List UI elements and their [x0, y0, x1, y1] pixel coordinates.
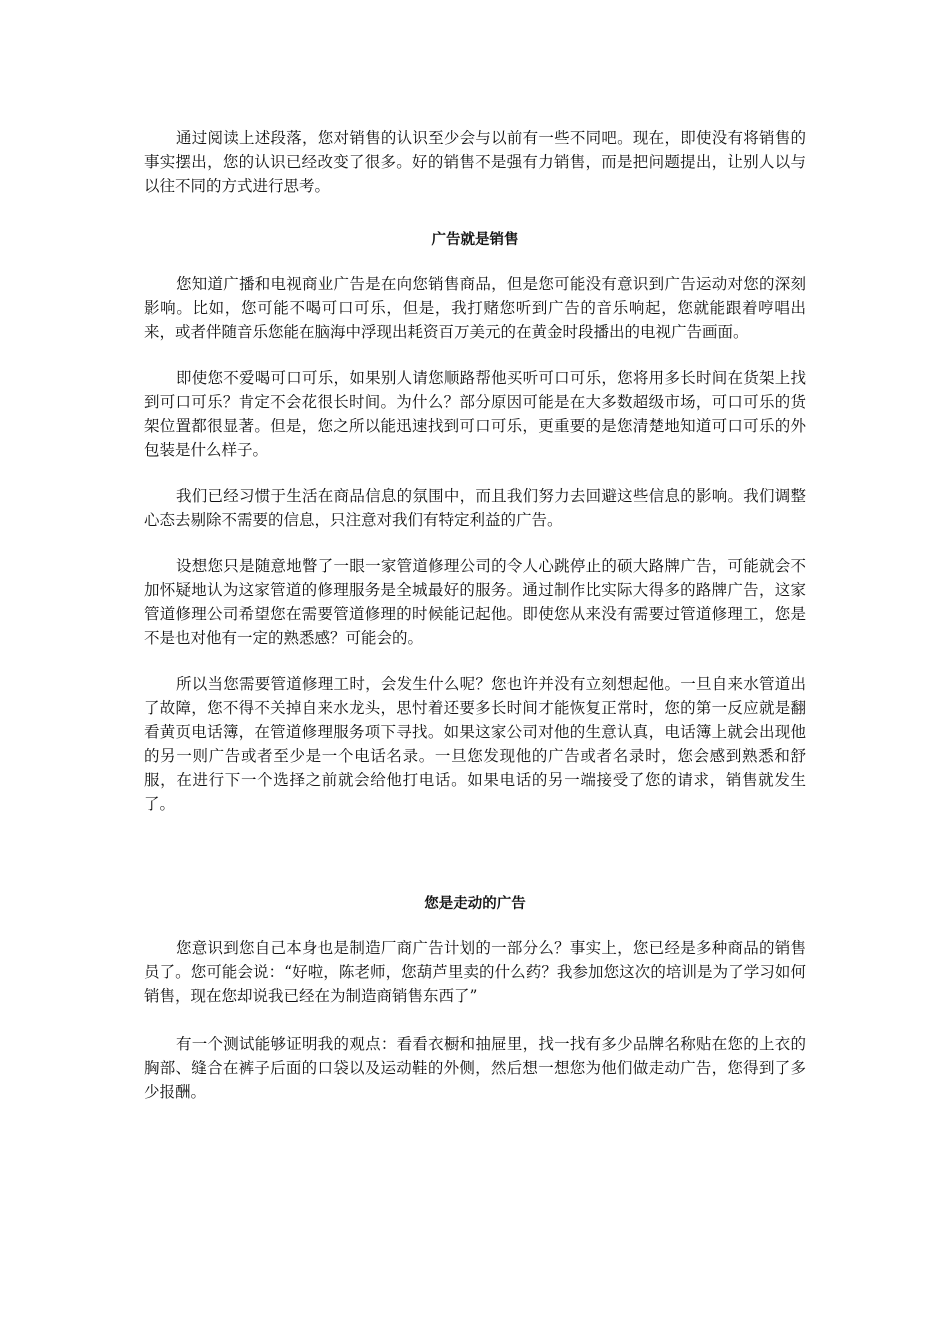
document-page: [144, 126, 806, 1104]
body-paragraph: 有一个测试能够证明我的观点：看看衣橱和抽屉里，找一找有多少品牌名称贴在您的上衣的胸部、缝合在裤子后面的口袋以及运动鞋的外侧，然后想一想您为他们做走动广告，您得到了多少报酬。: [144, 1035, 806, 1101]
section-heading-walking-advertisement: 您是走动的广告: [424, 895, 526, 912]
section-heading-advertising-is-selling: 广告就是销售: [431, 231, 519, 248]
body-paragraph: 您知道广播和电视商业广告是在向您销售商品，但是您可能没有意识到广告运动对您的深刻影响。比如，您可能不喝可口可乐，但是，我打赌您听到广告的音乐响起，您就能跟着哼唱出来，或者伴随音乐您能在脑海中浮现出耗资百万美元的在黄金时段播出的电视广告画面。: [144, 275, 806, 341]
intro-paragraph: 通过阅读上述段落，您对销售的认识至少会与以前有一些不同吧。现在，即使没有将销售的事实摆出，您的认识已经改变了很多。好的销售不是强有力销售，而是把问题提出，让别人以与以往不同的方式进行思考。: [144, 129, 806, 195]
body-paragraph: 即使您不爱喝可口可乐，如果别人请您顺路帮他买听可口可乐，您将用多长时间在货架上找到可口可乐？肯定不会花很长时间。为什么？部分原因可能是在大多数超级市场，可口可乐的货架位置都很显著。但是，您之所以能迅速找到可口可乐，更重要的是您清楚地知道可口可乐的外包装是什么样子。: [144, 369, 806, 459]
body-paragraph: 设想您只是随意地瞥了一眼一家管道修理公司的令人心跳停止的硕大路牌广告，可能就会不加怀疑地认为这家管道的修理服务是全城最好的服务。通过制作比实际大得多的路牌广告，这家管道修理公司希望您在需要管道修理的时候能记起他。即使您从来没有需要过管道修理工，您是不是也对他有一定的熟悉感？可能会的。: [144, 557, 806, 647]
body-paragraph: 您意识到您自己本身也是制造厂商广告计划的一部分么？事实上，您已经是多种商品的销售员了。您可能会说：“好啦，陈老师，您葫芦里卖的什么药？我参加您这次的培训是为了学习如何销售，现在您却说我已经在为制造商销售东西了”: [144, 939, 806, 1005]
body-paragraph: 所以当您需要管道修理工时，会发生什么呢？您也许并没有立刻想起他。一旦自来水管道出了故障，您不得不关掉自来水龙头，思忖着还要多长时间才能恢复正常时，您的第一反应就是翻看黄页电话簿，在管道修理服务项下寻找。如果这家公司对他的生意认真，电话簿上就会出现他的另一则广告或者至少是一个电话名录。一旦您发现他的广告或者名录时，您会感到熟悉和舒服，在进行下一个选择之前就会给他打电话。如果电话的另一端接受了您的请求，销售就发生了。: [144, 675, 806, 813]
body-paragraph: 我们已经习惯于生活在商品信息的氛围中，而且我们努力去回避这些信息的影响。我们调整心态去剔除不需要的信息，只注意对我们有特定利益的广告。: [144, 487, 806, 529]
